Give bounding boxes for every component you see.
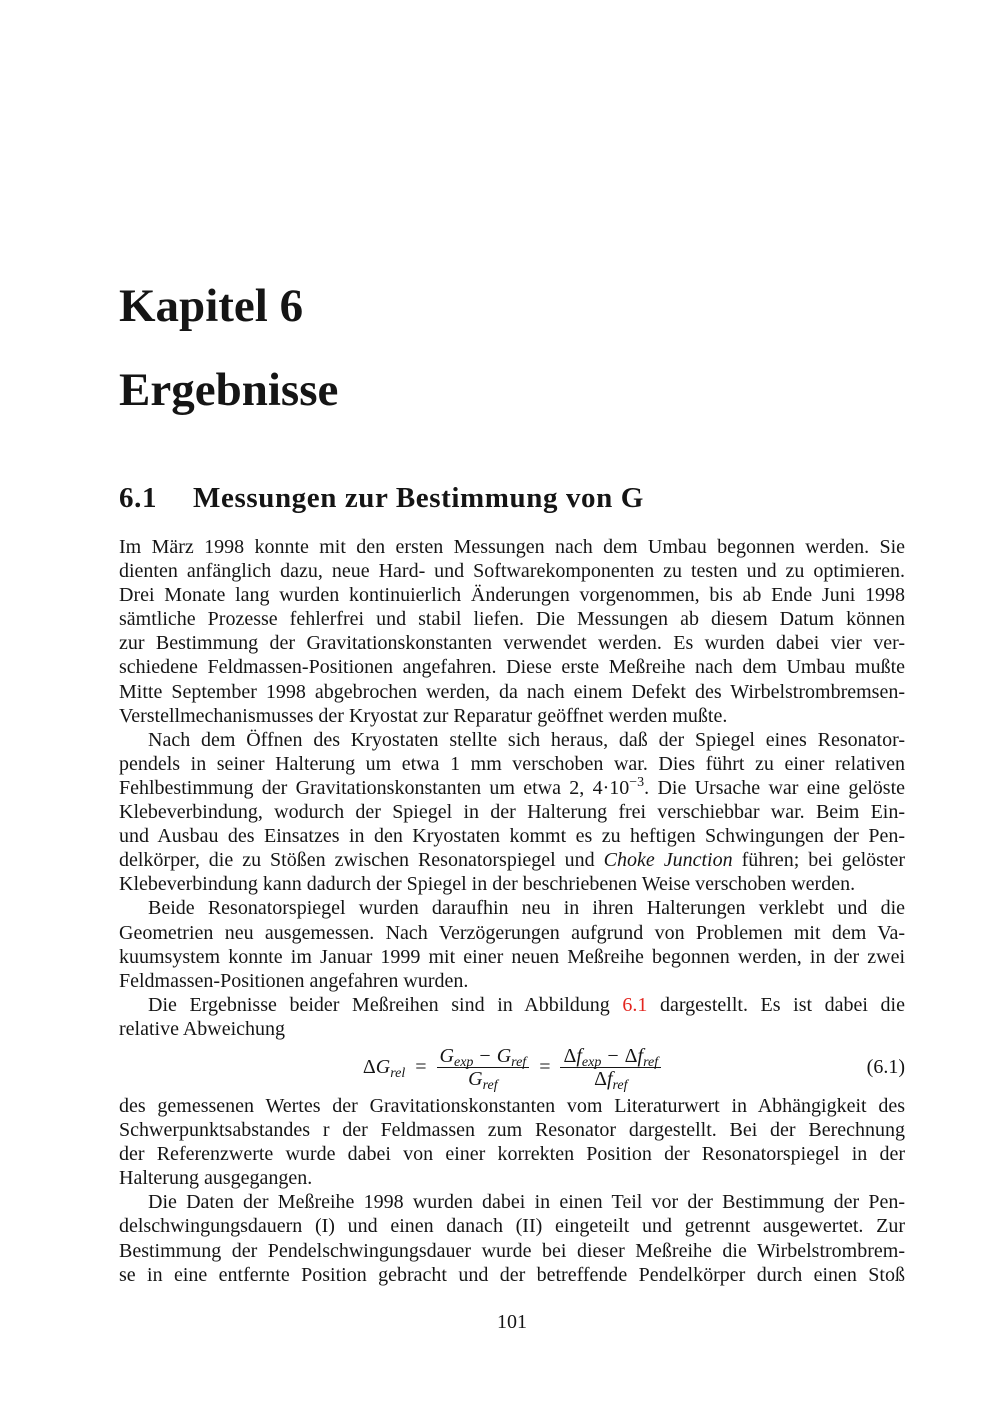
subscript: exp (453, 1054, 474, 1070)
delta-symbol: Δ (362, 1056, 376, 1079)
section-number: 6.1 (119, 482, 158, 514)
equation-number: (6.1) (866, 1056, 905, 1079)
text-line: schiedene Feldmassen-Positionen angefahren. Diese erste Meßreihe nach dem Umbau mußte (119, 656, 905, 679)
text-line: sämtliche Prozesse fehlerfrei und stabil liefen. Die Messungen ab diesem Datum können (119, 608, 905, 631)
italic-term: Choke Junction (603, 849, 733, 872)
text-line: der Referenzwerte wurde dabei von einer korrekten Position der Resonatorspiegel in der (119, 1143, 905, 1166)
subscript: ref (511, 1054, 527, 1070)
text-line: se in eine entfernte Position gebracht und der betreffende Pendelkörper durch einen Stoß (119, 1263, 905, 1286)
text-line: Verstellmechanismusses der Kryostat zur Reparatur geöffnet werden mußte. (119, 704, 728, 727)
text-line: Die Daten der Meßreihe 1998 wurden dabei in einen Teil vor der Bestimmung der Pen- (148, 1191, 905, 1214)
text-line: Feldmassen-Positionen angefahren wurden. (119, 969, 469, 992)
minus-sign: − (479, 1044, 491, 1067)
equals-sign: = (539, 1056, 551, 1079)
text-line: zur Bestimmung der Gravitationskonstanten verwendet werden. Es wurden dabei vier ver- (119, 632, 905, 655)
equation-lhs (362, 1055, 406, 1082)
text-line: dienten anfänglich dazu, neue Hard- und Softwarekomponenten zu testen und zu optimieren. (119, 560, 905, 583)
text-line: des gemessenen Wertes der Gravitationskonstanten vom Literaturwert in Abhängigkeit des (119, 1094, 905, 1117)
subscript: ref (482, 1077, 498, 1093)
variable: G (496, 1044, 512, 1067)
text-line (119, 993, 905, 1017)
text-line: Klebeverbindung kann dadurch der Spiegel in der beschriebenen Weise verschoben werden. (119, 873, 856, 896)
chapter-label: Kapitel 6 (119, 280, 304, 332)
text-line: Geometrien neu ausgemessen. Nach Verzögerungen aufgrund von Problemen mit dem Va- (119, 921, 905, 944)
section-title: Messungen zur Bestimmung von G (193, 482, 644, 514)
chapter-title: Ergebnisse (119, 364, 339, 416)
delta-symbol: Δ (563, 1044, 577, 1067)
paragraph-1 (119, 535, 905, 728)
text-line: Nach dem Öffnen des Kryostaten stellte sich heraus, daß der Spiegel eines Resonator- (148, 728, 905, 751)
paragraph-2 (119, 728, 905, 897)
text-line: Halterung ausgegangen. (119, 1167, 313, 1190)
page-number: 101 (497, 1311, 527, 1333)
equation-body (119, 1041, 905, 1094)
equation-6-1 (119, 1041, 905, 1094)
text-line (119, 848, 905, 872)
variable: f (576, 1044, 582, 1067)
text-segment: führen; bei gelöster (732, 849, 906, 872)
text-line (119, 776, 905, 800)
text-line: Bestimmung der Pendelschwingungsdauer wurde bei dieser Meßreihe die Wirbelstrombrem- (119, 1239, 905, 1262)
equals-sign: = (415, 1056, 427, 1079)
fraction-numerator (560, 1044, 661, 1070)
text-segment: Fehlbestimmung der Gravitationskonstanten um etwa 2, 4·10 (119, 776, 630, 799)
text-segment: Die Ergebnisse beider Meßreihen sind in Abbildung (148, 993, 623, 1016)
exponent: −3 (629, 774, 645, 790)
paragraph-4 (119, 993, 905, 1041)
variable: f (606, 1067, 613, 1090)
text-line: und Ausbau des Einsatzes in den Kryostaten kommt es zu heftigen Schwingungen der Pen- (119, 825, 905, 848)
section-heading (119, 484, 644, 513)
subscript: ref (643, 1054, 659, 1070)
delta-symbol: Δ (594, 1067, 607, 1090)
text-line: Im März 1998 konnte mit den ersten Messungen nach dem Umbau begonnen werden. Sie (119, 536, 905, 558)
delta-symbol: Δ (624, 1044, 638, 1067)
variable: G (439, 1044, 454, 1067)
text-line: Drei Monate lang wurden kontinuierlich Änderungen vorgenommen, bis ab Ende Juni 1998 (119, 584, 905, 607)
text-line: relative Abweichung (119, 1017, 286, 1040)
figure-reference-link[interactable]: 6.1 (622, 993, 648, 1016)
subscript: rel (390, 1066, 406, 1082)
paragraph-6 (119, 1190, 905, 1286)
text-line: Schwerpunktsabstandes r der Feldmassen zum Resonator dargestellt. Bei der Berechnung (119, 1119, 905, 1142)
text-segment: . Die Ursache war eine gelöste (644, 776, 905, 799)
variable: G (468, 1067, 483, 1090)
text-line: pendels in seiner Halterung um etwa 1 mm verschoben war. Dies führt zu einer relativen (119, 752, 905, 775)
subscript: ref (612, 1077, 628, 1093)
text-line: kuumsystem konnte im Januar 1999 mit einer neuen Meßreihe begonnen werden, in der zwei (119, 945, 905, 968)
text-segment: delkörper, die zu Stößen zwischen Resonatorspiegel und (119, 849, 604, 872)
variable: f (637, 1044, 644, 1067)
paragraph-5 (119, 1094, 905, 1190)
minus-sign: − (607, 1044, 619, 1067)
text-line: Mitte September 1998 abgebrochen werden, da nach einem Defekt des Wirbelstrombremsen- (119, 680, 905, 703)
subscript: exp (581, 1054, 602, 1070)
text-line: Klebeverbindung, wodurch der Spiegel in der Halterung frei verschiebbar war. Beim Ein- (119, 801, 905, 824)
body-text (119, 535, 905, 1287)
text-line: Beide Resonatorspiegel wurden daraufhin neu in ihren Halterungen verklebt und die (148, 897, 905, 920)
paragraph-3 (119, 896, 905, 992)
fraction-denominator (437, 1067, 530, 1093)
text-line: delschwingungsdauern (I) und einen danach (II) eingeteilt und getrennt ausgewertet. Zur (119, 1215, 905, 1238)
fraction-denominator (560, 1067, 661, 1093)
text-segment: dargestellt. Es ist dabei die (647, 993, 905, 1016)
fraction-numerator (437, 1044, 530, 1070)
fraction-f (560, 1044, 661, 1093)
variable: G (375, 1056, 391, 1079)
fraction-g (437, 1044, 530, 1093)
